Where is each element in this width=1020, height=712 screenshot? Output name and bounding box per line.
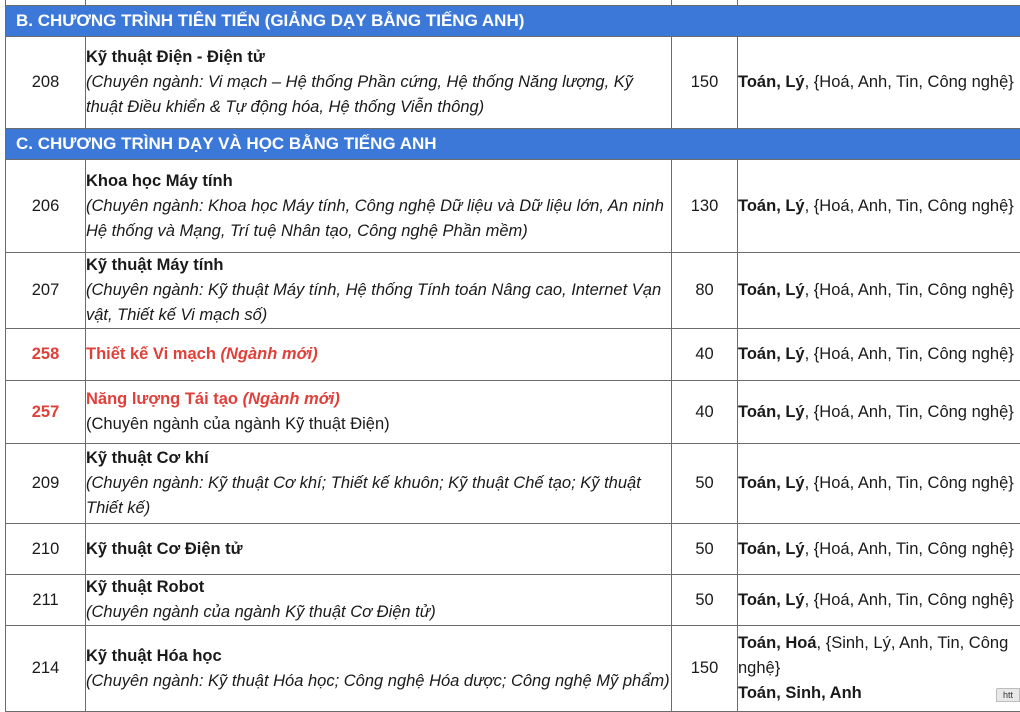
section-c-title: C. CHƯƠNG TRÌNH DẠY VÀ HỌC BẰNG TIẾNG ANH <box>6 129 1020 160</box>
subject-combination: Toán, Lý, {Hoá, Anh, Tin, Công nghệ} <box>738 524 1020 575</box>
table-row <box>6 524 1020 575</box>
program-name: Khoa học Máy tính <box>86 169 671 194</box>
table-row <box>6 160 1020 253</box>
program-quota: 80 <box>672 253 738 329</box>
program-quota: 40 <box>672 381 738 444</box>
new-program-tag: (Ngành mới) <box>243 390 340 408</box>
program-code: 258 <box>6 329 86 381</box>
subject-combination: Toán, Lý, {Hoá, Anh, Tin, Công nghệ} <box>738 329 1020 381</box>
program-quota: 50 <box>672 524 738 575</box>
table-row <box>6 444 1020 524</box>
subject-combination: Toán, Lý, {Hoá, Anh, Tin, Công nghệ} <box>738 444 1020 524</box>
subject-combination: Toán, Lý, {Hoá, Anh, Tin, Công nghệ} <box>738 160 1020 253</box>
table-row <box>6 381 1020 444</box>
subject-combination-alt: Toán, Sinh, Anh <box>738 681 1020 706</box>
program-cell <box>86 524 672 575</box>
table-row <box>6 253 1020 329</box>
section-b-title: B. CHƯƠNG TRÌNH TIÊN TIẾN (GIẢNG DẠY BẰNG TIẾNG ANH) <box>6 6 1020 37</box>
new-program-tag: (Ngành mới) <box>221 345 318 363</box>
table-row <box>6 575 1020 626</box>
program-cell <box>86 329 672 381</box>
program-name: Năng lượng Tái tạo (Ngành mới) <box>86 387 671 412</box>
program-quota: 40 <box>672 329 738 381</box>
program-specialization: (Chuyên ngành: Kỹ thuật Cơ khí; Thiết kế khuôn; Kỹ thuật Chế tạo; Kỹ thuật Thiết kế) <box>86 471 671 521</box>
program-code: 214 <box>6 626 86 712</box>
program-code: 206 <box>6 160 86 253</box>
section-b-header <box>6 6 1020 37</box>
program-name: Kỹ thuật Điện - Điện tử <box>86 45 671 70</box>
program-specialization: (Chuyên ngành: Khoa học Máy tính, Công nghệ Dữ liệu và Dữ liệu lớn, An ninh Hệ thống và Mạng, Trí tuệ Nhân tạo, Công nghệ Phần mềm) <box>86 194 671 244</box>
program-quota: 150 <box>672 37 738 129</box>
program-code: 257 <box>6 381 86 444</box>
program-cell <box>86 37 672 129</box>
program-cell <box>86 381 672 444</box>
program-quota: 150 <box>672 626 738 712</box>
table-row <box>6 329 1020 381</box>
url-tooltip: htt <box>996 688 1020 702</box>
program-name: Kỹ thuật Hóa học <box>86 644 671 669</box>
program-code: 208 <box>6 37 86 129</box>
program-name: Thiết kế Vi mạch (Ngành mới) <box>86 342 671 367</box>
program-cell <box>86 253 672 329</box>
program-code: 209 <box>6 444 86 524</box>
program-specialization: (Chuyên ngành: Vi mạch – Hệ thống Phần cứng, Hệ thống Năng lượng, Kỹ thuật Điều khiển & Tự động hóa, Hệ thống Viễn thông) <box>86 70 671 120</box>
program-specialization: (Chuyên ngành của ngành Kỹ thuật Cơ Điện tử) <box>86 600 671 625</box>
program-specialization: (Chuyên ngành của ngành Kỹ thuật Điện) <box>86 412 671 437</box>
program-cell <box>86 444 672 524</box>
program-specialization: (Chuyên ngành: Kỹ thuật Máy tính, Hệ thống Tính toán Nâng cao, Internet Vạn vật, Thiết kế Vi mạch số) <box>86 278 671 328</box>
admissions-table <box>5 0 1020 712</box>
program-cell <box>86 626 672 712</box>
program-quota: 50 <box>672 575 738 626</box>
section-c-header <box>6 129 1020 160</box>
table-row <box>6 37 1020 129</box>
program-code: 211 <box>6 575 86 626</box>
program-name: Kỹ thuật Robot <box>86 575 671 600</box>
subject-combination: Toán, Hoá, {Sinh, Lý, Anh, Tin, Công nghệ} Toán, Sinh, Anh <box>738 626 1020 712</box>
table-row <box>6 626 1020 712</box>
program-code: 207 <box>6 253 86 329</box>
subject-combination: Toán, Lý, {Hoá, Anh, Tin, Công nghệ} <box>738 37 1020 129</box>
subject-combination: Toán, Lý, {Hoá, Anh, Tin, Công nghệ} <box>738 575 1020 626</box>
program-cell <box>86 575 672 626</box>
subject-combination: Toán, Lý, {Hoá, Anh, Tin, Công nghệ} <box>738 381 1020 444</box>
subject-combination: Toán, Lý, {Hoá, Anh, Tin, Công nghệ} <box>738 253 1020 329</box>
program-name: Kỹ thuật Cơ khí <box>86 446 671 471</box>
program-name: Kỹ thuật Cơ Điện tử <box>86 537 671 562</box>
program-cell <box>86 160 672 253</box>
program-code: 210 <box>6 524 86 575</box>
program-name: Kỹ thuật Máy tính <box>86 253 671 278</box>
program-quota: 50 <box>672 444 738 524</box>
program-quota: 130 <box>672 160 738 253</box>
program-specialization: (Chuyên ngành: Kỹ thuật Hóa học; Công nghệ Hóa dược; Công nghệ Mỹ phẩm) <box>86 669 671 694</box>
